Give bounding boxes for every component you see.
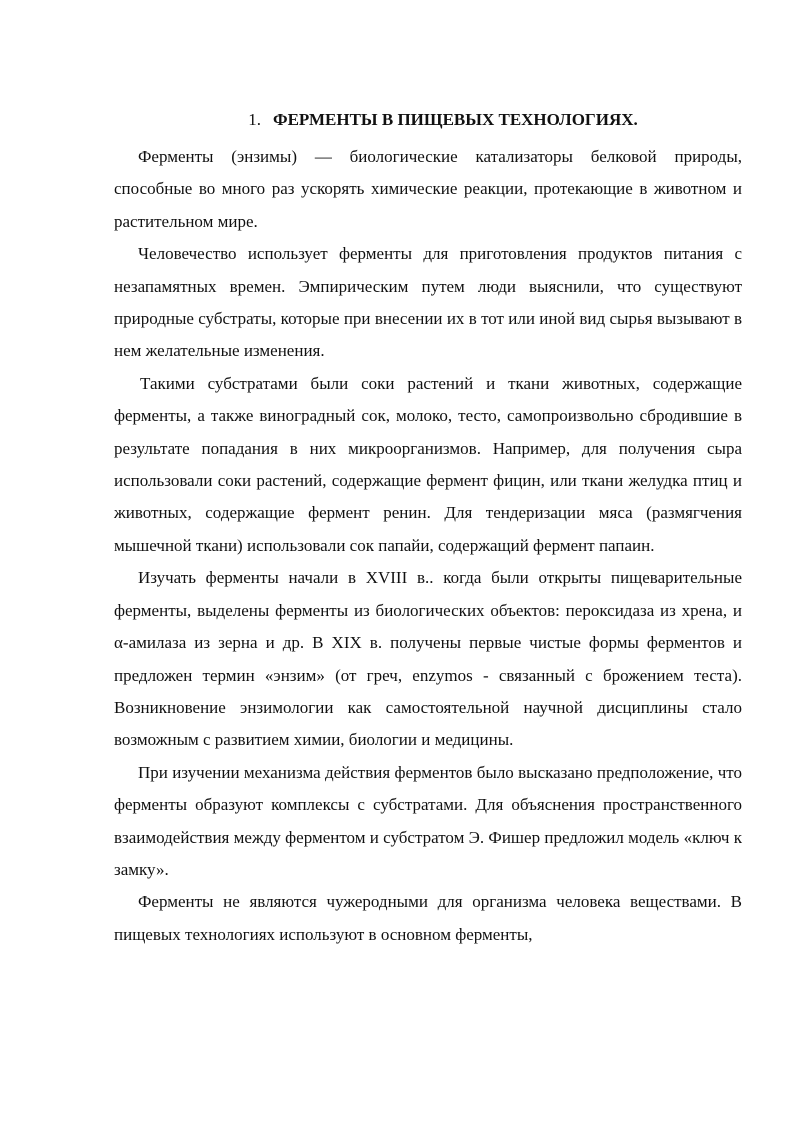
section-heading <box>114 104 742 136</box>
paragraph-3: Такими субстратами были соки растений и ткани животных, содержащие ферменты, а также виноградный сок, молоко, тесто, самопроизвольно сбродившие в результате попадания в них микроорганизмов. Например, для получения сыра использовали соки растений, содержащие фермент фицин, или ткани желудка птиц и животных, содержащие фермент ренин. Для тендеризации мяса (размягчения мышечной ткани) использовали сок папайи, содержащий фермент папаин. <box>114 373 742 555</box>
paragraph-1: Ферменты (энзимы) — биологические катализаторы белковой природы, способные во много раз ускорять химические реакции, протекающие в животном и растительном мире. <box>114 147 742 231</box>
paragraph-6: Ферменты не являются чужеродными для организма человека веществами. В пищевых технологиях используют в основном ферменты, <box>114 892 742 944</box>
document-page <box>114 104 742 951</box>
paragraph-5: При изучении механизма действия ферментов было высказано предположение, что ферменты образуют комплексы с субстратами. Для объяснения пространственного взаимодействия между ферментом и субстратом Э. Фишер предложил модель «ключ к замку». <box>114 762 742 879</box>
heading-text: ФЕРМЕНТЫ В ПИЩЕВЫХ ТЕХНОЛОГИЯХ. <box>272 110 638 129</box>
paragraph-4: Изучать ферменты начали в XVIII в.. когда были открыты пищеварительные ферменты, выделены ферменты из биологических объектов: пероксидаза из хрена, и α-амилаза из зерна и др. В XIX в. получены первые чистые формы ферментов и предложен термин «энзим» (от греч, enzymos - связанный с брожением теста). Возникновение энзимологии как самостоятельной научной дисциплины стало возможным с развитием химии, биологии и медицины. <box>114 568 742 750</box>
paragraph-2: Человечество использует ферменты для приготовления продуктов питания с незапамятных времен. Эмпирическим путем люди выяснили, что существуют природные субстраты, которые при внесении их в тот или иной вид сырья вызывают в нем желательные изменения. <box>114 244 742 361</box>
heading-number: 1. <box>248 110 261 129</box>
